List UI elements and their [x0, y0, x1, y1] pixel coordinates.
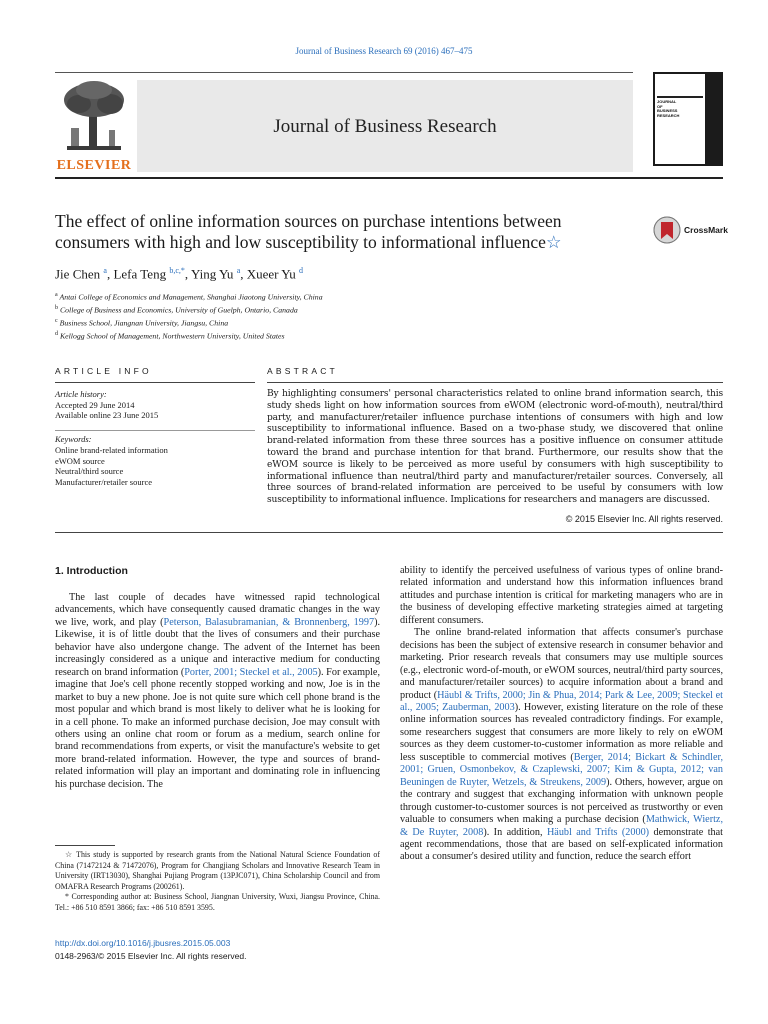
elsevier-tree-icon — [55, 80, 133, 156]
keyword-item: Neutral/third source — [55, 466, 124, 477]
crossmark-label: CrossMark — [684, 225, 728, 235]
body-paragraph — [55, 592, 380, 791]
author-affiliation-link[interactable]: a — [103, 266, 107, 275]
author-affiliation-link[interactable]: b,c,* — [169, 266, 185, 275]
cover-line: JOURNAL — [657, 99, 677, 104]
journal-header — [55, 72, 633, 172]
body-text: ). Others, however, argue on the contrary and suggest that exchanging information with unknown people through customer-to-customer sources is not perceived as trustworthy or even valuable to consumers when making a purchase decision ( — [400, 776, 723, 826]
affiliation-text: College of Business and Economics, University of Guelph, Ontario, Canada — [59, 305, 298, 315]
body-text: The last couple of decades have witnessed rapid technological advancements, which have consequently caused dramatic changes in the way we live, work, and play ( — [55, 592, 380, 628]
author-affiliation-link[interactable]: d — [298, 266, 303, 275]
affiliation-item — [55, 316, 655, 329]
author-name[interactable]: Xueer Yu — [246, 266, 296, 282]
elsevier-wordmark: ELSEVIER — [56, 158, 132, 173]
body-text: The online brand-related information that affects consumer's purchase decisions has been the subject of extensive research in consumer behavior and marketing. Prior research reveals that consumers may use multiple sources (e.g., electronic word-of-mouth, or eWOM sources, neutral/third party sources, and manufacturer/retailer sources) to acquire information about a brand and product ( — [400, 627, 723, 701]
keyword-item: Online brand-related information — [55, 444, 168, 455]
journal-reference-link[interactable]: Journal of Business Research 69 (2016) 467–475 — [295, 46, 473, 56]
body-text: demonstrate that agent recommendations, those that are based on self-explicated information about a consumer's desired utility and function, reduce the search effort — [400, 826, 723, 863]
affiliation-marker: d — [55, 331, 58, 338]
body-text: ). Likewise, it is of little doubt that the lives of consumers and their purchase behavior have also undergone change. The advent of the Internet has been increasingly considered as a unique and interactive medium for conducting research on brand information ( — [55, 616, 381, 678]
citation-link[interactable]: Mathwick, Wiertz, & De Ruyter, 2008 — [400, 814, 723, 838]
author-name[interactable]: Jie Chen — [55, 266, 101, 282]
cover-line: BUSINESS — [657, 108, 678, 113]
affiliation-marker: a — [55, 292, 58, 298]
article-title — [55, 211, 640, 253]
body-column-right — [400, 565, 723, 864]
abstract-heading: ABSTRACT — [267, 366, 338, 376]
issn-copyright: 0148-2963/© 2015 Elsevier Inc. All rights reserved. — [55, 951, 247, 961]
abstract-body: By highlighting consumers' personal characteristics related to online brand information search, this study sheds light on how information sources from eWOM (electronic word-of-mouth), neutral/third party, and manufacturer/retailer influence purchase intentions of consumers with high and low susceptibility to informational influence. Based on a two-phase study, we discovered that online brand-related information from these three sources has a positive influence on consumer attitude toward the brand and purchase intention for that brand. Furthermore, our results show that the eWOM source is likely to be perceived as more useful by consumers with high susceptibility to informational influence than neutral/third party and manufacturer/retailer sources. Conversely, all three sources of brand-related information are perceived to be useful by consumers with low susceptibility to informational influence. Implications for researchers and managers are discussed. — [267, 389, 723, 506]
affiliation-item — [55, 290, 655, 303]
cover-page — [655, 74, 705, 164]
abstract-copyright: © 2015 Elsevier Inc. All rights reserved. — [565, 514, 723, 524]
affiliation-list — [55, 290, 655, 342]
title-footnote-star-link[interactable]: ☆ — [545, 232, 562, 252]
author-name[interactable]: Lefa Teng — [113, 266, 167, 282]
body-text: ). However, existing literature on the role of these online information sources has revealed contradictory findings. For example, some researchers suggest that consumers are more likely to rely on eWOM sources as they deem customer-to-customer information as more reliable and less susceptible to commercial motives ( — [400, 701, 723, 763]
elsevier-logo[interactable] — [55, 80, 133, 172]
footnote-divider — [55, 845, 115, 846]
cover-title — [657, 100, 679, 118]
body-text: ). In addition, — [483, 826, 547, 838]
citation-link[interactable]: Häubl and Trifts (2000) — [546, 826, 650, 838]
section-heading-introduction: 1. Introduction — [55, 565, 128, 577]
affiliation-marker: b — [55, 305, 58, 312]
keyword-item: eWOM source — [55, 455, 105, 466]
keyword-item: Manufacturer/retailer source — [55, 477, 152, 488]
citation-link[interactable]: Porter, 2001; Steckel et al., 2005 — [184, 666, 318, 678]
journal-title-box — [137, 80, 633, 172]
footnotes — [55, 850, 380, 913]
affiliation-text: Antai College of Economics and Management, Shanghai Jiaotong University, China — [59, 292, 323, 302]
affiliation-item — [55, 303, 655, 316]
article-title-text: The effect of online information sources on purchase intentions between consumers with high and low susceptibility to informational influence — [55, 211, 562, 252]
citation-link[interactable]: Berger, 2014; Bickart & Schindler, 2001; Gruen, Osmonbekov, & Czaplewski, 2007; Kim & Gupta, 2012; van Beuningen de Ruyter, Wetzels, & Streukens, 2009 — [400, 751, 723, 788]
body-paragraph — [400, 627, 723, 864]
cover-line: RESEARCH — [657, 112, 680, 118]
cover-line: OF — [657, 103, 663, 109]
cover-rule — [657, 96, 703, 98]
keywords-divider — [55, 430, 255, 431]
journal-title-link[interactable]: Journal of Business Research — [273, 116, 497, 137]
affiliation-item — [55, 329, 655, 342]
article-info-heading: ARTICLE INFO — [55, 366, 152, 376]
affiliation-text: Kellogg School of Management, Northwestern University, United States — [59, 331, 285, 341]
abstract-bottom-divider — [55, 532, 723, 533]
history-label: Article history: — [55, 389, 107, 399]
affiliation-marker: c — [55, 318, 58, 325]
abstract-divider — [267, 382, 723, 383]
footnote-corresponding-author: * Corresponding author at: Business School, Jiangnan University, Wuxi, Jiangsu Province, China. Tel.: +86 510 8591 3866; fax: +86 510 8591 3595. — [55, 892, 380, 912]
author-affiliation-link[interactable]: a — [236, 266, 241, 275]
crossmark-icon — [652, 215, 682, 245]
history-item: Available online 23 June 2015 — [55, 410, 159, 420]
crossmark-badge[interactable] — [652, 215, 732, 245]
body-text: ). For example, imagine that Joe's cell phone recently stopped working and now, Joe is in the market to buy a new phone. Joe is not quite sure which cell phone brand is the most popular and which brand is most likely to deliver what he is looking for in a cell phone. To make an informed purchase decision, Joe may consult with others using an online chat room or forum as a medium, search online for brand recommendations from experts, or visit the manufacture's website to get more brand-related information. However, the type and sources of brand-related information will play an important and dominating role in influencing his purchase decision. The — [55, 666, 380, 790]
article-history — [55, 389, 255, 421]
header-divider — [55, 177, 723, 179]
affiliation-text: Business School, Jiangnan University, Jiangsu, China — [59, 318, 229, 328]
author-name[interactable]: Ying Yu — [190, 266, 234, 282]
keyword-list — [55, 434, 255, 488]
body-column-left — [55, 592, 380, 791]
history-item: Accepted 29 June 2014 — [55, 399, 135, 410]
citation-link[interactable]: Häubl & Trifts, 2000; Jin & Phua, 2014; Park & Lee, 2009; Steckel et al., 2005; Zauberman, 2003 — [400, 689, 723, 713]
keywords-label: Keywords: — [55, 434, 92, 444]
author-list: Jie Chen $^a$, Lefa Teng $^{b,c,*}$, Ying Yu $^a$, Xueer Yu $^d$ — [55, 266, 303, 282]
body-paragraph: ability to identify the perceived usefulness of various types of online brand-related information and understand how this information influences brand attitudes and purchase intention is critical for marketing managers who are in the business of developing effective marketing strategies aimed at targeting different consumers. — [400, 565, 723, 626]
journal-cover-thumbnail[interactable] — [653, 72, 723, 166]
footnote-funding: ☆ This study is supported by research grants from the National Natural Science Foundation of China (71472124 & 71472076), Program for Changjiang Scholars and Innovative Research Team in University (IRT13030), Shanghai Pujiang Program (13PJC071), China Scholarship Council and from OMAFRA Research Programs (200261). — [55, 850, 380, 891]
doi-link[interactable]: http://dx.doi.org/10.1016/j.jbusres.2015.05.003 — [55, 938, 231, 948]
citation-link[interactable]: Peterson, Balasubramanian, & Bronnenberg, 1997 — [163, 616, 375, 628]
article-info-divider — [55, 382, 255, 383]
